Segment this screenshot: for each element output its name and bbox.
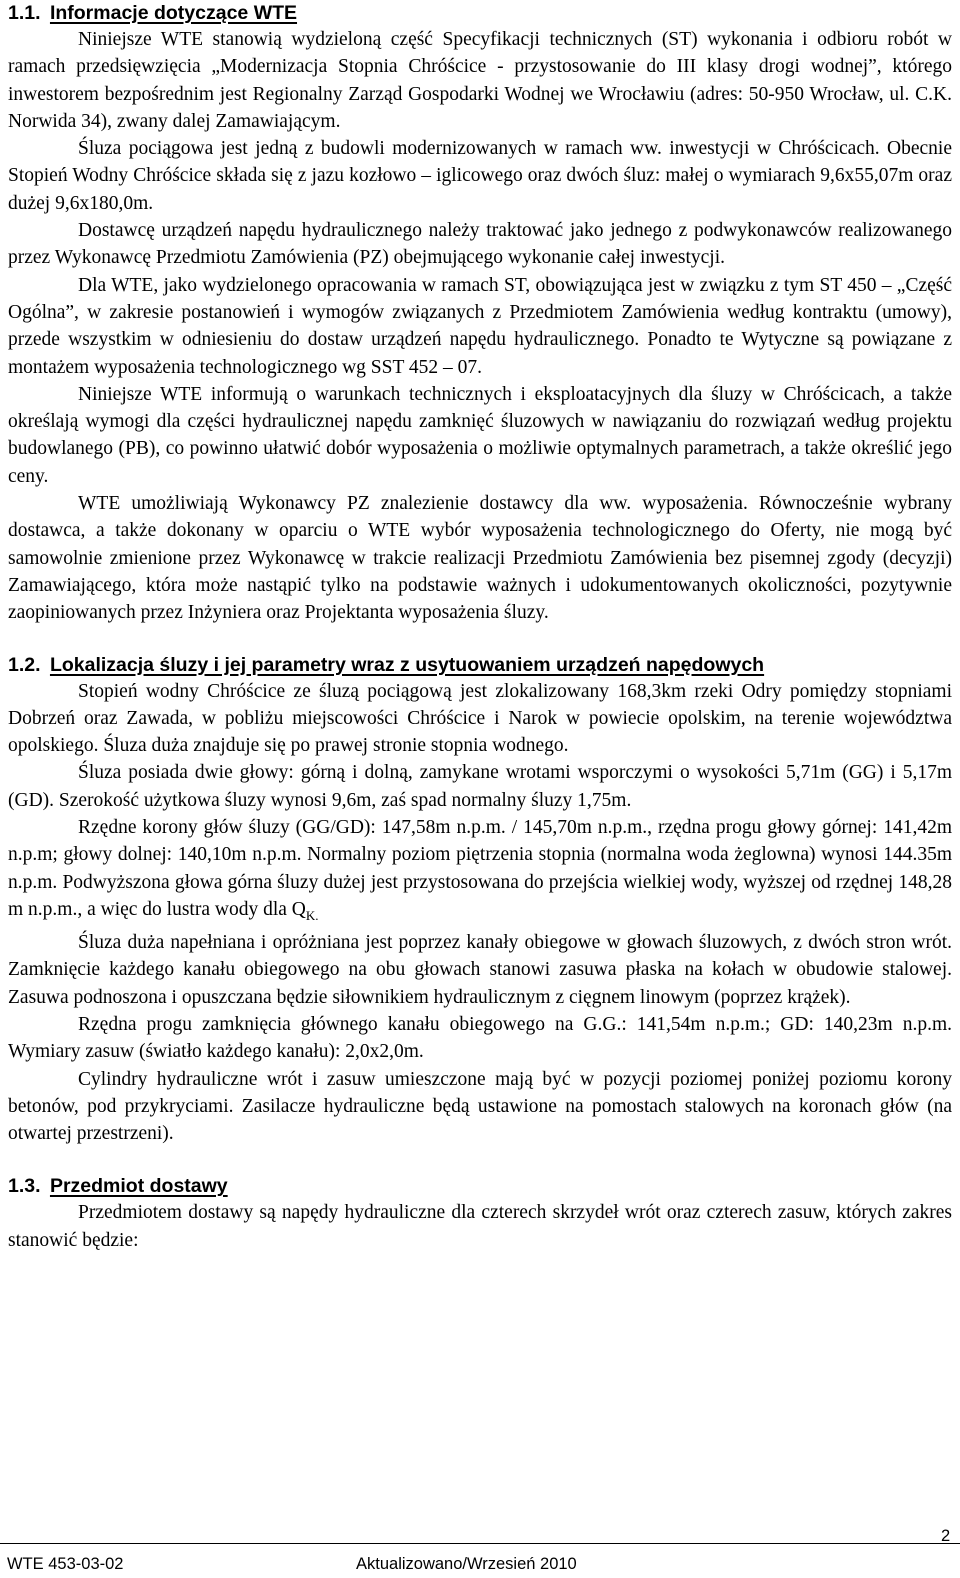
section-heading (8, 652, 952, 678)
page-footer (0, 1527, 960, 1578)
document-page (8, 0, 952, 1254)
paragraph: Śluza posiada dwie głowy: górną i dolną, zamykane wrotami wsporczymi o wysokości 5,71m (GG) i 5,17m (GD). Szerokość użytkowa śluzy wynosi 9,6m, zaś spad normalny śluzy 1,75m. (8, 762, 952, 811)
section-number: 1.3. (8, 1175, 41, 1198)
paragraph: WTE umożliwiają Wykonawcy PZ znalezienie dostawcy dla ww. wyposażenia. Równocześnie wybrany dostawca, a także dokonany w oparciu o WTE wybór wyposażenia technologicznego do Oferty, nie mogą być samowolnie zmienione przez Wykonawcę w trakcie realizacji Przedmiotu Zamówienia bez pisemnej zgody (decyzji) Zamawiającego, która może nastąpić tylko na podstawie ważnych i udokumentowanych okoliczności, pozytywnie zaopiniowanych przez Inżyniera oraz Projektanta wyposażenia śluzy. (8, 493, 952, 624)
section-heading (8, 0, 952, 26)
section-title: Informacje dotyczące WTE (49, 2, 298, 24)
update-date: Aktualizowano/Wrzesień 2010 (356, 1555, 577, 1573)
paragraph: Niniejsze WTE stanowią wydzieloną część Specyfikacji technicznych (ST) wykonania i odbioru robót w ramach przedsięwzięcia „Modernizacja Stopnia Chróścice - przystosowanie do III klasy drogi wodnej”, którego inwestorem bezpośrednim jest Regionalny Zarząd Gospodarki Wodnej we Wrocławiu (adres: 50-950 Wrocław, ul. C.K. Norwida 34), zwany dalej Zamawiającym. (8, 29, 952, 132)
paragraph: Śluza pociągowa jest jedną z budowli modernizowanych w ramach ww. inwestycji w Chróścicach. Obecnie Stopień Wodny Chróścice składa się z jazu kozłowo – iglicowego oraz dwóch śluz: małej o wymiarach 9,6x55,07m oraz dużej 9,6x180,0m. (8, 138, 952, 214)
section-number: 1.2. (8, 653, 41, 676)
paragraph: Cylindry hydrauliczne wrót i zasuw umieszczone mają być w pozycji poziomej poniżej poziomu korony betonów, pod przykryciami. Zasilacze hydrauliczne będą ustawione na pomostach stalowych na koronach głów (na otwartej przestrzeni). (8, 1068, 952, 1145)
paragraph: Dostawcę urządzeń napędu hydraulicznego należy traktować jako jednego z podwykonawców realizowanego przez Wykonawcę Przedmiotu Zamówienia (PZ) obejmującego wykonanie całej inwestycji. (8, 220, 952, 269)
paragraph (8, 814, 952, 929)
page-number: 2 (941, 1527, 951, 1545)
paragraph: Dla WTE, jako wydzielonego opracowania w ramach ST, obowiązująca jest w związku z tym ST 450 – „Część Ogólna”, w zakresie postanowień i wymogów związanych z Przedmiotem Zamówienia według kontraktu (umowy), przede wszystkim w odniesieniu do dostaw urządzeń napędu hydraulicznego. Ponadto te Wytyczne są powiązane z montażem wyposażenia technologicznego wg SST 452 – 07. (8, 274, 952, 378)
section-title: Lokalizacja śluzy i jej parametry wraz z usytuowaniem urządzeń napędowych (49, 653, 765, 676)
section-title: Przedmiot dostawy (49, 1175, 228, 1198)
subscript: K. (305, 907, 319, 923)
paragraph: Śluza duża napełniana i opróżniana jest poprzez kanały obiegowe w głowach śluzowych, z dwóch stron wrót. Zamknięcie każdego kanału obiegowego na obu głowach stanowi zasuwa płaska na kołach w obudowie stalowej. Zasuwa podnoszona i opuszczana będzie siłownikiem hydraulicznym z cięgnem linowym (poprzez krążek). (8, 932, 952, 1008)
document-code: WTE 453-03-02 (7, 1555, 124, 1573)
paragraph: Przedmiotem dostawy są napędy hydrauliczne dla czterech skrzydeł wrót oraz czterech zasuw, których zakres stanowić będzie: (8, 1202, 952, 1251)
paragraph: Rzędna progu zamknięcia głównego kanału obiegowego na G.G.: 141,54m n.p.m.; GD: 140,23m n.p.m. Wymiary zasuw (światło każdego kanału): 2,0x2,0m. (8, 1013, 952, 1063)
paragraph: Niniejsze WTE informują o warunkach technicznych i eksploatacyjnych dla śluzy w Chróścicach, a także określają wymogi dla części hydraulicznej napędu zamknięć śluzowych w nawiązaniu do rozwiązań według projektu budowlanego (PB), co powinno ułatwić dobór wyposażenia o możliwie optymalnych parametrach, a także określić jego ceny. (8, 383, 952, 487)
section-number: 1.1. (8, 2, 41, 24)
paragraph-text: Rzędne korony głów śluzy (GG/GD): 147,58m n.p.m. / 145,70m n.p.m., rzędna progu głowy górnej: 141,42m n.p.m; głowy dolnej: 140,10m n.p.m. Normalny poziom piętrzenia stopnia (normalna woda żeglowna) wynosi 144.35m n.p.m. Podwyższona głowa górna śluzy dużej jest przystosowana do przejścia wielkiej wody, wyższej od rzędnej 148,28 m n.p.m., a więc do lustra wody dla Q (8, 817, 952, 920)
paragraph: Stopień wodny Chróścice ze śluzą pociągową jest zlokalizowany 168,3km rzeki Odry pomiędzy stopniami Dobrzeń oraz Zawada, w pobliżu miejscowości Chróścice i Narok w powiecie opolskim, na terenie województwa opolskiego. Śluza duża znajduje się po prawej stronie stopnia wodnego. (8, 680, 952, 757)
section-heading (8, 1173, 952, 1199)
